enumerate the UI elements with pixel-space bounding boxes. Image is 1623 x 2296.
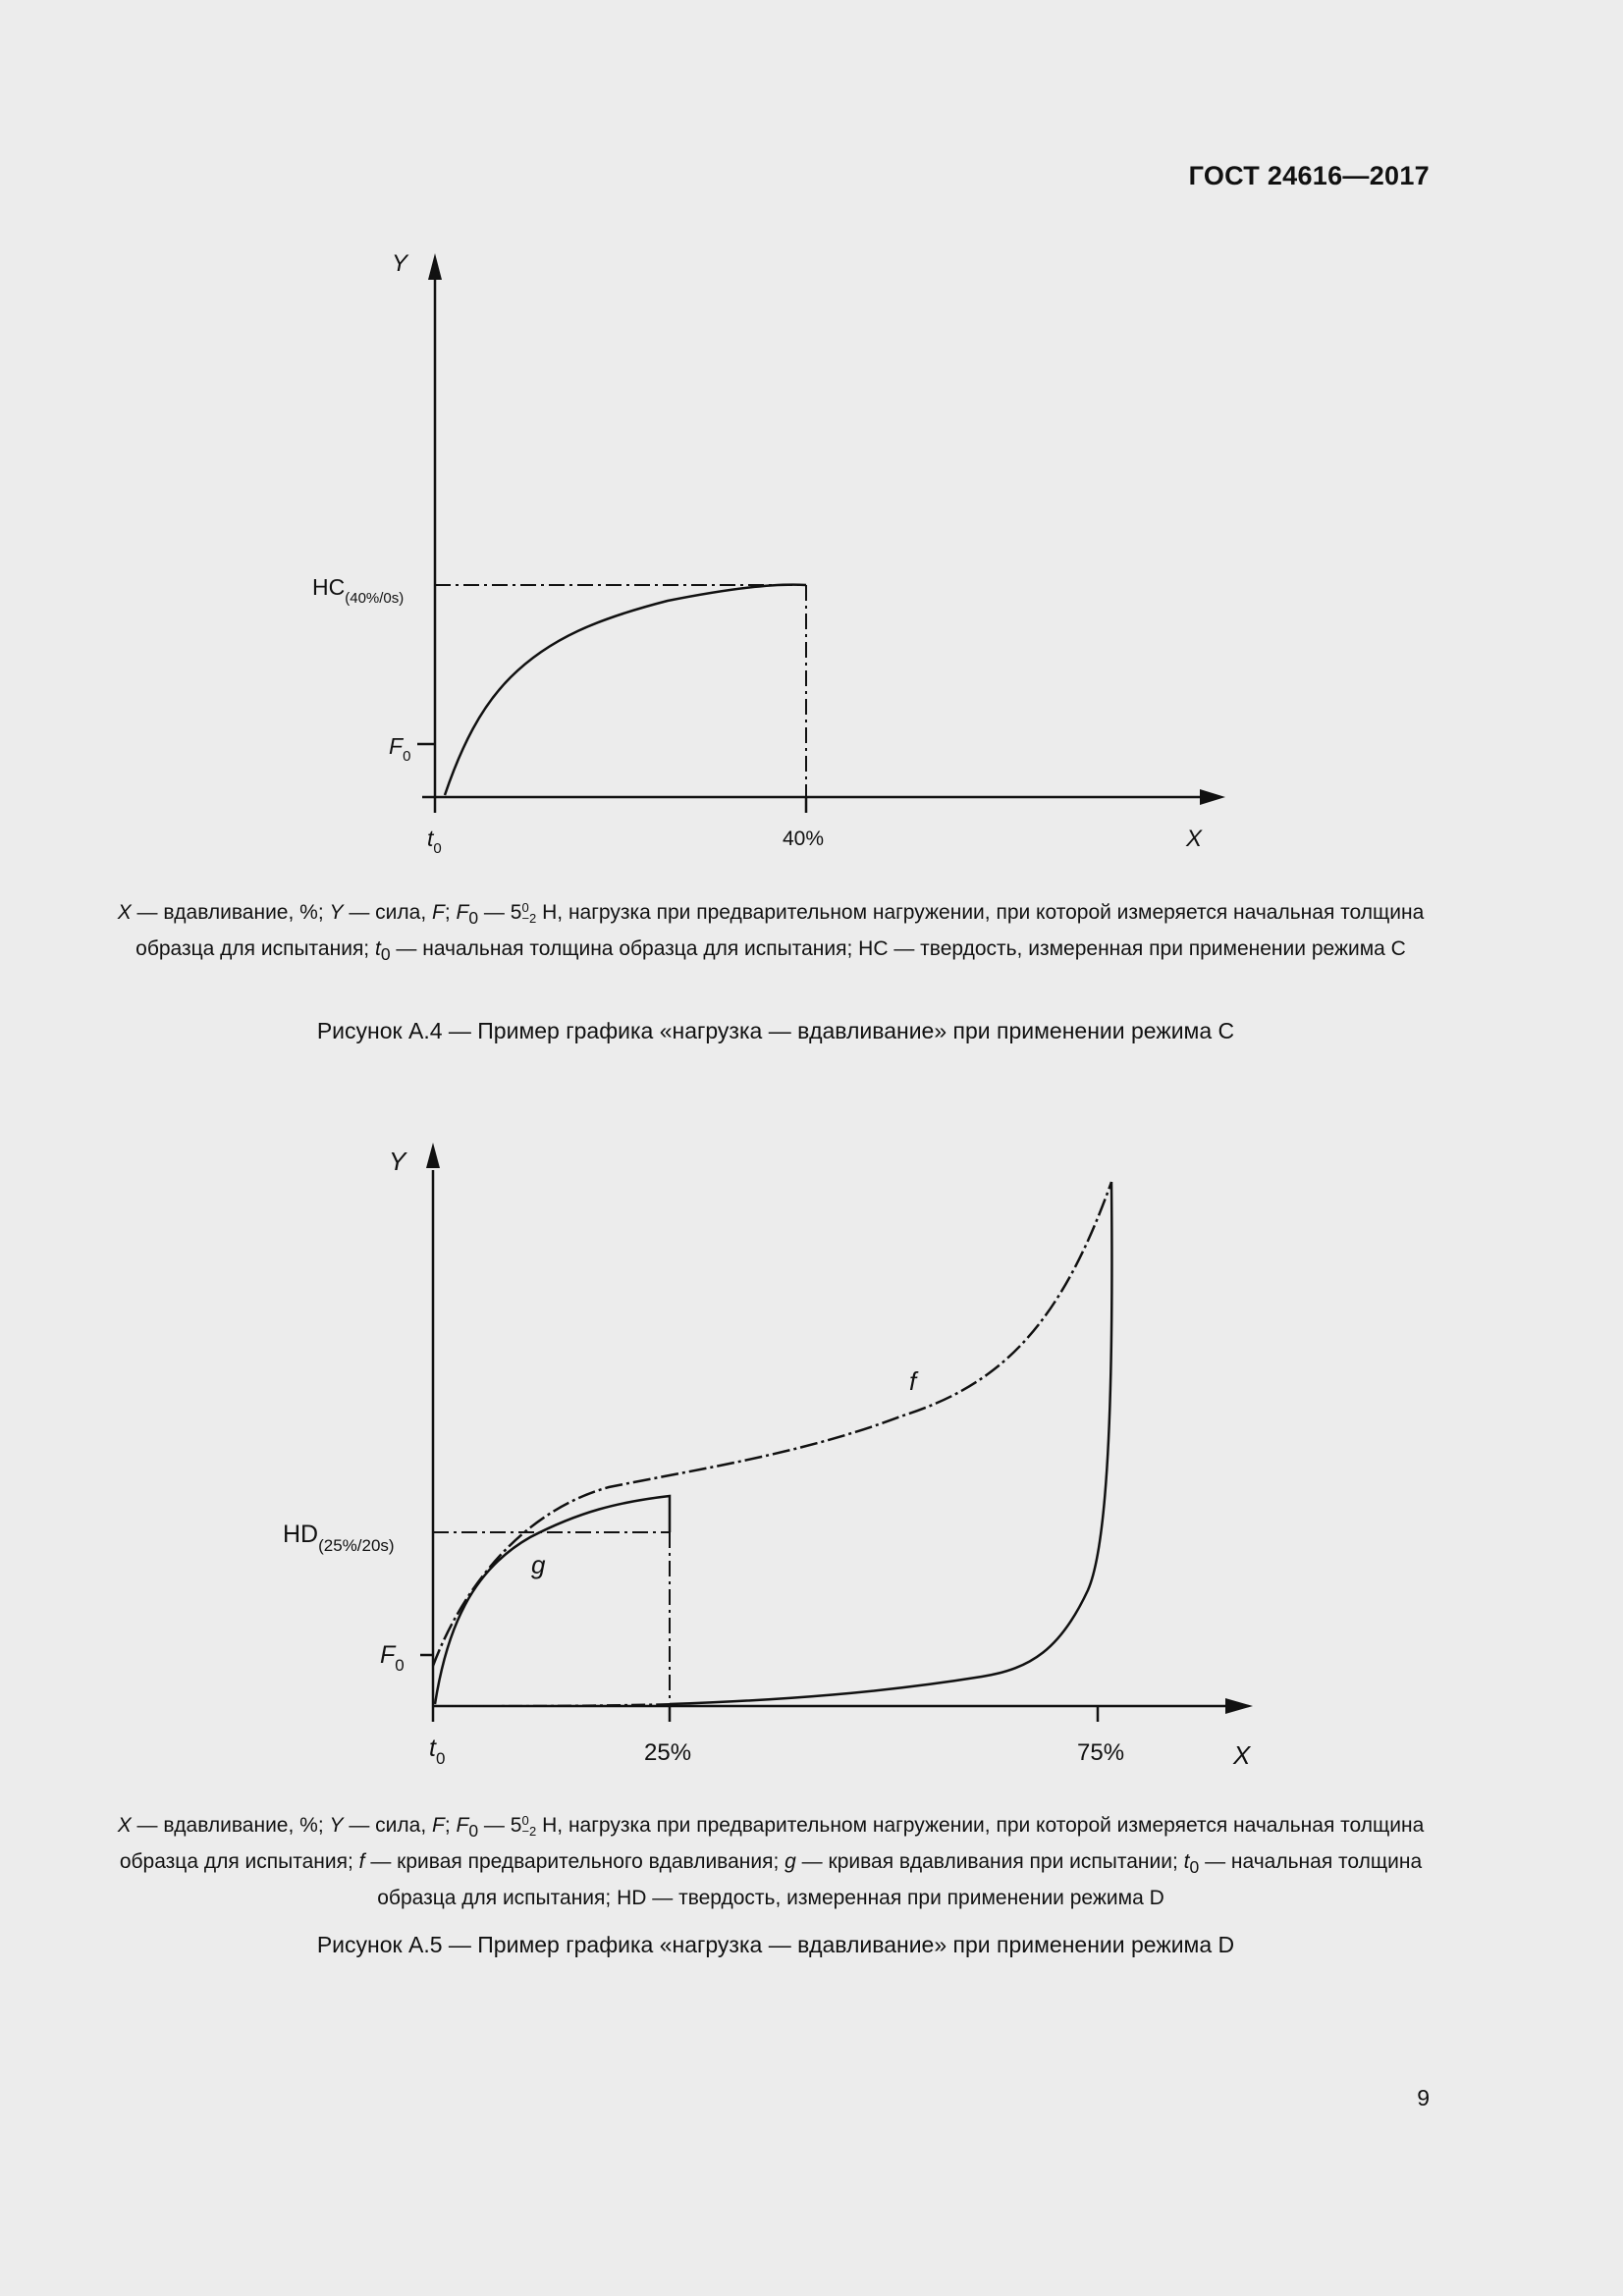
curve-f-pre-indentation	[433, 1182, 1111, 1666]
x-axis-label: X	[1186, 826, 1203, 852]
curve-f-return	[433, 1704, 670, 1706]
tick-25-label: 25%	[644, 1739, 692, 1766]
page-number: 9	[1417, 2085, 1430, 2110]
figure-a5-legend: X — вдавливание, %; Y — сила, F; $F_0$ — 5 0 −2 Н, нагрузка при предварительном нагружении, при которой измеряется начальная толщина образца для испытания; f — кривая предварительного вдавливания; g — кривая вдавливания при испытании; $t_0$ — начальная толщина образца для испытания; HD — твердость, измеренная при применении режима D	[117, 1813, 1425, 1910]
f0-label: $F_0$	[389, 733, 411, 765]
tick-40-label: 40%	[783, 828, 825, 850]
curve-g-test-indentation	[435, 1496, 670, 1704]
y-axis-label: Y	[392, 250, 408, 277]
y-axis-arrow-icon	[426, 1143, 440, 1168]
x-axis-arrow-icon	[1225, 1698, 1253, 1714]
figure-a5-caption: Рисунок А.5 — Пример графика «нагрузка — вдавливание» при применении режима D	[316, 1932, 1235, 1957]
hd-label: $HD_{(25\%/20s)}$	[283, 1521, 395, 1555]
t0-label: $t_0$	[427, 826, 442, 857]
x-axis-label: X	[1233, 1740, 1251, 1770]
f0-label: $F_0$	[380, 1641, 405, 1675]
figure-a5-diagram	[0, 1080, 1623, 1806]
curve-f-label: f	[909, 1366, 917, 1396]
hc-label: $HC_{(40\%/0s)}$	[312, 574, 405, 607]
curve-g-label: g	[531, 1550, 546, 1579]
figure-a4	[0, 0, 1623, 883]
x-axis-arrow-icon	[1200, 789, 1225, 805]
t0-label: $t_0$	[429, 1735, 446, 1768]
figure-a4-legend: X — вдавливание, %; Y — сила, F; $F_0$ — 5 0 −2 Н, нагрузка при предварительном нагружении, при которой измеряется начальная толщина образца для испытания; $t_0$ — начальная толщина образца для испытания; HC — твердость, измеренная при применении режима C	[117, 900, 1425, 965]
y-axis-label: Y	[389, 1147, 406, 1176]
tick-75-label: 75%	[1077, 1739, 1125, 1766]
standard-code: ГОСТ 24616—2017	[1188, 161, 1430, 190]
load-indentation-curve	[445, 585, 806, 795]
y-axis-arrow-icon	[428, 253, 442, 280]
curve-f-unloading	[670, 1182, 1111, 1704]
figure-a5	[0, 1080, 1623, 1806]
figure-a4-diagram	[0, 0, 1623, 883]
figure-a4-caption: Рисунок А.4 — Пример графика «нагрузка — вдавливание» при применении режима C	[316, 1018, 1235, 1043]
